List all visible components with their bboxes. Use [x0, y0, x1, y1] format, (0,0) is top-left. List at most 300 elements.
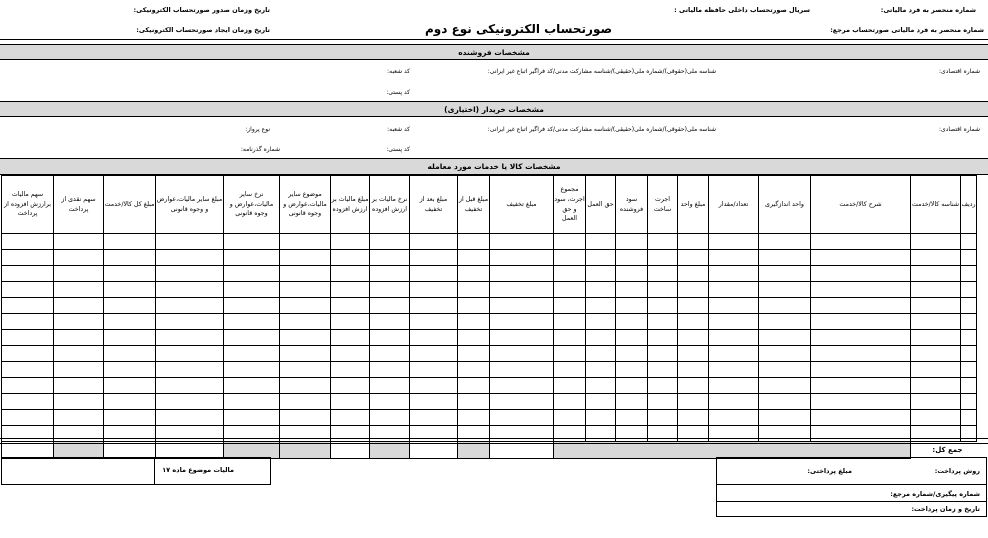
table-cell[interactable]	[54, 378, 104, 394]
table-cell[interactable]	[490, 394, 554, 410]
table-cell[interactable]	[280, 282, 331, 298]
table-cell[interactable]	[709, 314, 759, 330]
table-row	[2, 394, 977, 410]
table-cell[interactable]	[586, 426, 616, 442]
table-cell[interactable]	[554, 282, 586, 298]
table-cell[interactable]	[961, 234, 977, 250]
table-cell[interactable]	[678, 378, 709, 394]
table-cell[interactable]	[811, 266, 911, 282]
table-cell[interactable]	[554, 330, 586, 346]
table-cell[interactable]	[156, 314, 224, 330]
column-header: نرخ مالیات بر ارزش افزوده	[370, 176, 410, 234]
table-cell[interactable]	[586, 410, 616, 426]
table-cell[interactable]	[410, 410, 458, 426]
table-cell[interactable]	[759, 410, 811, 426]
table-cell[interactable]	[648, 330, 678, 346]
table-cell[interactable]	[678, 234, 709, 250]
table-cell[interactable]	[331, 362, 370, 378]
table-cell[interactable]	[2, 378, 54, 394]
table-cell[interactable]	[586, 346, 616, 362]
table-cell[interactable]	[616, 298, 648, 314]
table-cell[interactable]	[616, 250, 648, 266]
table-cell[interactable]	[156, 298, 224, 314]
table-cell[interactable]	[224, 410, 280, 426]
table-cell[interactable]	[156, 410, 224, 426]
table-cell[interactable]	[759, 298, 811, 314]
table-cell[interactable]	[709, 410, 759, 426]
table-cell[interactable]	[410, 394, 458, 410]
table-cell[interactable]	[490, 314, 554, 330]
table-cell[interactable]	[678, 410, 709, 426]
table-cell[interactable]	[911, 330, 961, 346]
table-cell[interactable]	[586, 266, 616, 282]
table-cell[interactable]	[104, 282, 156, 298]
table-cell[interactable]	[811, 282, 911, 298]
table-cell[interactable]	[648, 362, 678, 378]
table-cell[interactable]	[370, 234, 410, 250]
table-cell[interactable]	[678, 314, 709, 330]
table-cell[interactable]	[759, 266, 811, 282]
table-cell[interactable]	[104, 234, 156, 250]
items-section-header	[0, 158, 988, 175]
table-cell[interactable]	[490, 410, 554, 426]
table-cell[interactable]	[224, 234, 280, 250]
table-cell[interactable]	[104, 394, 156, 410]
table-cell[interactable]	[458, 250, 490, 266]
table-cell[interactable]	[961, 266, 977, 282]
table-cell[interactable]	[961, 298, 977, 314]
table-cell[interactable]	[224, 394, 280, 410]
table-cell[interactable]	[370, 314, 410, 330]
table-cell[interactable]	[410, 266, 458, 282]
table-cell[interactable]	[331, 314, 370, 330]
table-cell[interactable]	[490, 298, 554, 314]
table-cell[interactable]	[331, 250, 370, 266]
table-cell[interactable]	[811, 426, 911, 442]
table-cell[interactable]	[2, 282, 54, 298]
table-cell[interactable]	[370, 426, 410, 442]
table-cell[interactable]	[410, 346, 458, 362]
table-cell[interactable]	[370, 394, 410, 410]
table-cell[interactable]	[709, 298, 759, 314]
total-cell	[490, 442, 554, 459]
table-cell[interactable]	[2, 266, 54, 282]
items-table	[1, 175, 977, 459]
table-cell[interactable]	[811, 314, 911, 330]
table-cell[interactable]	[911, 282, 961, 298]
table-cell[interactable]	[616, 346, 648, 362]
table-row	[2, 266, 977, 282]
table-cell[interactable]	[678, 394, 709, 410]
table-cell[interactable]	[709, 378, 759, 394]
table-cell[interactable]	[104, 346, 156, 362]
table-cell[interactable]	[224, 266, 280, 282]
table-cell[interactable]	[2, 410, 54, 426]
table-cell[interactable]	[759, 362, 811, 378]
table-cell[interactable]	[648, 378, 678, 394]
table-cell[interactable]	[811, 346, 911, 362]
table-cell[interactable]	[759, 378, 811, 394]
table-cell[interactable]	[2, 330, 54, 346]
table-cell[interactable]	[458, 282, 490, 298]
table-cell[interactable]	[54, 234, 104, 250]
buyer-section-header	[0, 101, 988, 117]
table-cell[interactable]	[759, 330, 811, 346]
table-cell[interactable]	[811, 330, 911, 346]
table-cell[interactable]	[331, 410, 370, 426]
table-cell[interactable]	[490, 250, 554, 266]
table-cell[interactable]	[709, 330, 759, 346]
table-cell[interactable]	[410, 362, 458, 378]
table-cell[interactable]	[616, 282, 648, 298]
table-cell[interactable]	[490, 266, 554, 282]
table-cell[interactable]	[961, 346, 977, 362]
table-cell[interactable]	[961, 426, 977, 442]
table-cell[interactable]	[961, 314, 977, 330]
table-cell[interactable]	[224, 314, 280, 330]
table-cell[interactable]	[616, 378, 648, 394]
table-cell[interactable]	[961, 282, 977, 298]
table-cell[interactable]	[410, 426, 458, 442]
table-cell[interactable]	[331, 282, 370, 298]
table-cell[interactable]	[156, 330, 224, 346]
table-cell[interactable]	[156, 234, 224, 250]
table-cell[interactable]	[554, 314, 586, 330]
table-cell[interactable]	[648, 250, 678, 266]
table-cell[interactable]	[678, 330, 709, 346]
table-cell[interactable]	[911, 346, 961, 362]
table-cell[interactable]	[370, 346, 410, 362]
table-cell[interactable]	[911, 394, 961, 410]
table-cell[interactable]	[458, 394, 490, 410]
table-cell[interactable]	[709, 266, 759, 282]
table-cell[interactable]	[104, 298, 156, 314]
table-cell[interactable]	[911, 426, 961, 442]
table-cell[interactable]	[490, 362, 554, 378]
table-cell[interactable]	[2, 394, 54, 410]
table-cell[interactable]	[678, 426, 709, 442]
table-cell[interactable]	[554, 266, 586, 282]
table-cell[interactable]	[370, 282, 410, 298]
table-cell[interactable]	[648, 346, 678, 362]
table-cell[interactable]	[811, 394, 911, 410]
table-cell[interactable]	[370, 378, 410, 394]
table-cell[interactable]	[811, 298, 911, 314]
table-cell[interactable]	[104, 410, 156, 426]
table-cell[interactable]	[709, 394, 759, 410]
table-cell[interactable]	[54, 250, 104, 266]
table-cell[interactable]	[648, 266, 678, 282]
table-cell[interactable]	[2, 234, 54, 250]
table-cell[interactable]	[370, 330, 410, 346]
table-cell[interactable]	[554, 410, 586, 426]
table-cell[interactable]	[490, 346, 554, 362]
table-cell[interactable]	[678, 282, 709, 298]
table-cell[interactable]	[280, 330, 331, 346]
table-cell[interactable]	[648, 426, 678, 442]
table-cell[interactable]	[104, 266, 156, 282]
table-cell[interactable]	[224, 346, 280, 362]
table-cell[interactable]	[586, 362, 616, 378]
flight-type-label: نوع پرواز:	[245, 126, 270, 133]
table-cell[interactable]	[648, 410, 678, 426]
table-cell[interactable]	[911, 266, 961, 282]
table-cell[interactable]	[648, 298, 678, 314]
table-cell[interactable]	[54, 394, 104, 410]
table-cell[interactable]	[224, 282, 280, 298]
table-cell[interactable]	[156, 266, 224, 282]
table-cell[interactable]	[616, 426, 648, 442]
table-row	[2, 378, 977, 394]
seller-national-id-label: شناسه ملی(حقوقی)/شماره ملی(حقیقی)/شناسه مشارکت مدنی/کد فراگیر اتباع غیر ایرانی:	[487, 68, 716, 75]
table-cell[interactable]	[759, 426, 811, 442]
table-cell[interactable]	[331, 394, 370, 410]
table-cell[interactable]	[911, 314, 961, 330]
table-cell[interactable]	[586, 250, 616, 266]
table-cell[interactable]	[410, 330, 458, 346]
table-cell[interactable]	[54, 314, 104, 330]
table-cell[interactable]	[458, 298, 490, 314]
table-cell[interactable]	[586, 314, 616, 330]
ref-tax-id-label: شماره منحصر به فرد مالیاتی صورتحساب مرجع:	[830, 26, 984, 34]
table-cell[interactable]	[54, 346, 104, 362]
table-cell[interactable]	[554, 378, 586, 394]
table-cell[interactable]	[104, 330, 156, 346]
table-cell[interactable]	[554, 426, 586, 442]
table-cell[interactable]	[2, 314, 54, 330]
table-cell[interactable]	[280, 362, 331, 378]
table-cell[interactable]	[410, 314, 458, 330]
table-cell[interactable]	[280, 314, 331, 330]
table-cell[interactable]	[678, 346, 709, 362]
table-cell[interactable]	[490, 330, 554, 346]
table-cell[interactable]	[490, 378, 554, 394]
table-cell[interactable]	[224, 250, 280, 266]
table-cell[interactable]	[156, 426, 224, 442]
table-cell[interactable]	[458, 426, 490, 442]
table-cell[interactable]	[490, 282, 554, 298]
table-cell[interactable]	[911, 410, 961, 426]
table-cell[interactable]	[490, 426, 554, 442]
table-cell[interactable]	[759, 394, 811, 410]
table-cell[interactable]	[616, 410, 648, 426]
column-header: مبلغ سایر مالیات،عوارض و وجوه قانونی	[156, 176, 224, 234]
table-cell[interactable]	[410, 234, 458, 250]
table-cell[interactable]	[759, 282, 811, 298]
table-cell[interactable]	[648, 234, 678, 250]
table-cell[interactable]	[616, 330, 648, 346]
table-cell[interactable]	[759, 314, 811, 330]
table-cell[interactable]	[616, 394, 648, 410]
table-cell[interactable]	[224, 426, 280, 442]
table-cell[interactable]	[554, 250, 586, 266]
table-cell[interactable]	[280, 394, 331, 410]
table-cell[interactable]	[678, 362, 709, 378]
table-cell[interactable]	[104, 362, 156, 378]
table-row	[2, 234, 977, 250]
table-cell[interactable]	[370, 298, 410, 314]
total-row	[2, 442, 977, 459]
table-cell[interactable]	[554, 362, 586, 378]
table-cell[interactable]	[104, 426, 156, 442]
table-cell[interactable]	[961, 330, 977, 346]
table-cell[interactable]	[156, 346, 224, 362]
total-cell	[54, 442, 104, 459]
table-cell[interactable]	[331, 378, 370, 394]
table-cell[interactable]	[280, 298, 331, 314]
table-cell[interactable]	[280, 266, 331, 282]
table-cell[interactable]	[586, 330, 616, 346]
table-cell[interactable]	[911, 378, 961, 394]
table-cell[interactable]	[156, 282, 224, 298]
table-cell[interactable]	[331, 266, 370, 282]
table-cell[interactable]	[224, 298, 280, 314]
serial-label: سریال صورتحساب داخلی حافظه مالیاتی :	[674, 6, 810, 14]
table-cell[interactable]	[709, 346, 759, 362]
table-cell[interactable]	[156, 394, 224, 410]
table-cell[interactable]	[709, 426, 759, 442]
column-header: تعداد/مقدار	[709, 176, 759, 234]
table-cell[interactable]	[280, 346, 331, 362]
table-cell[interactable]	[554, 298, 586, 314]
table-cell[interactable]	[586, 234, 616, 250]
table-cell[interactable]	[586, 298, 616, 314]
table-cell[interactable]	[54, 298, 104, 314]
table-cell[interactable]	[616, 266, 648, 282]
column-header: مبلغ بعد از تخفیف	[410, 176, 458, 234]
table-cell[interactable]	[911, 362, 961, 378]
table-cell[interactable]	[280, 250, 331, 266]
table-cell[interactable]	[104, 314, 156, 330]
table-cell[interactable]	[458, 362, 490, 378]
table-cell[interactable]	[648, 314, 678, 330]
table-row	[2, 298, 977, 314]
table-cell[interactable]	[331, 426, 370, 442]
table-cell[interactable]	[811, 234, 911, 250]
table-cell[interactable]	[54, 410, 104, 426]
table-cell[interactable]	[811, 250, 911, 266]
table-cell[interactable]	[811, 410, 911, 426]
table-cell[interactable]	[961, 250, 977, 266]
total-cell	[280, 442, 331, 459]
table-cell[interactable]	[2, 298, 54, 314]
table-cell[interactable]	[811, 378, 911, 394]
table-cell[interactable]	[709, 282, 759, 298]
table-cell[interactable]	[759, 346, 811, 362]
table-cell[interactable]	[759, 234, 811, 250]
table-cell[interactable]	[54, 266, 104, 282]
table-cell[interactable]	[2, 426, 54, 442]
table-cell[interactable]	[54, 330, 104, 346]
table-cell[interactable]	[156, 250, 224, 266]
table-cell[interactable]	[678, 266, 709, 282]
table-cell[interactable]	[280, 234, 331, 250]
table-cell[interactable]	[678, 250, 709, 266]
table-cell[interactable]	[911, 234, 961, 250]
table-cell[interactable]	[554, 234, 586, 250]
table-cell[interactable]	[156, 378, 224, 394]
table-cell[interactable]	[54, 362, 104, 378]
table-cell[interactable]	[331, 330, 370, 346]
table-cell[interactable]	[224, 330, 280, 346]
table-cell[interactable]	[961, 378, 977, 394]
table-cell[interactable]	[458, 234, 490, 250]
table-cell[interactable]	[911, 298, 961, 314]
table-cell[interactable]	[616, 362, 648, 378]
table-cell[interactable]	[709, 250, 759, 266]
table-cell[interactable]	[370, 410, 410, 426]
table-cell[interactable]	[458, 314, 490, 330]
table-cell[interactable]	[2, 250, 54, 266]
table-cell[interactable]	[554, 346, 586, 362]
table-cell[interactable]	[709, 362, 759, 378]
table-cell[interactable]	[224, 362, 280, 378]
table-cell[interactable]	[490, 234, 554, 250]
table-cell[interactable]	[554, 394, 586, 410]
table-cell[interactable]	[280, 410, 331, 426]
table-cell[interactable]	[648, 282, 678, 298]
table-cell[interactable]	[224, 378, 280, 394]
table-cell[interactable]	[410, 298, 458, 314]
table-cell[interactable]	[616, 314, 648, 330]
buyer-section-title: مشخصات خریدار (اختیاری)	[444, 104, 544, 114]
table-cell[interactable]	[586, 282, 616, 298]
table-cell[interactable]	[586, 394, 616, 410]
table-cell[interactable]	[586, 378, 616, 394]
table-cell[interactable]	[458, 330, 490, 346]
create-date-label: تاریخ وزمان ایجاد صورتحساب الکترونیکی:	[136, 26, 270, 34]
table-cell[interactable]	[2, 346, 54, 362]
table-cell[interactable]	[458, 346, 490, 362]
table-cell[interactable]	[54, 426, 104, 442]
table-cell[interactable]	[458, 266, 490, 282]
table-cell[interactable]	[961, 362, 977, 378]
table-cell[interactable]	[370, 250, 410, 266]
items-section-title: مشخصات کالا یا خدمات مورد معامله	[427, 162, 561, 171]
table-cell[interactable]	[280, 378, 331, 394]
table-cell[interactable]	[370, 362, 410, 378]
table-cell[interactable]	[709, 234, 759, 250]
table-cell[interactable]	[961, 410, 977, 426]
table-cell[interactable]	[410, 282, 458, 298]
table-cell[interactable]	[811, 362, 911, 378]
table-cell[interactable]	[104, 378, 156, 394]
table-cell[interactable]	[678, 298, 709, 314]
table-cell[interactable]	[156, 362, 224, 378]
table-cell[interactable]	[331, 346, 370, 362]
table-cell[interactable]	[648, 394, 678, 410]
table-cell[interactable]	[458, 410, 490, 426]
table-cell[interactable]	[410, 378, 458, 394]
table-row	[2, 426, 977, 442]
table-cell[interactable]	[616, 234, 648, 250]
table-cell[interactable]	[331, 234, 370, 250]
column-header: مبلغ کل کالا/خدمت	[104, 176, 156, 234]
table-cell[interactable]	[2, 362, 54, 378]
table-cell[interactable]	[331, 298, 370, 314]
table-cell[interactable]	[104, 250, 156, 266]
table-cell[interactable]	[370, 266, 410, 282]
table-cell[interactable]	[961, 394, 977, 410]
table-cell[interactable]	[458, 378, 490, 394]
table-cell[interactable]	[280, 426, 331, 442]
payment-date-label: تاریخ و زمان پرداخت:	[911, 505, 980, 513]
table-cell[interactable]	[759, 250, 811, 266]
table-cell[interactable]	[911, 250, 961, 266]
table-cell[interactable]	[410, 250, 458, 266]
table-cell[interactable]	[54, 282, 104, 298]
column-header: اجرت ساخت	[648, 176, 678, 234]
